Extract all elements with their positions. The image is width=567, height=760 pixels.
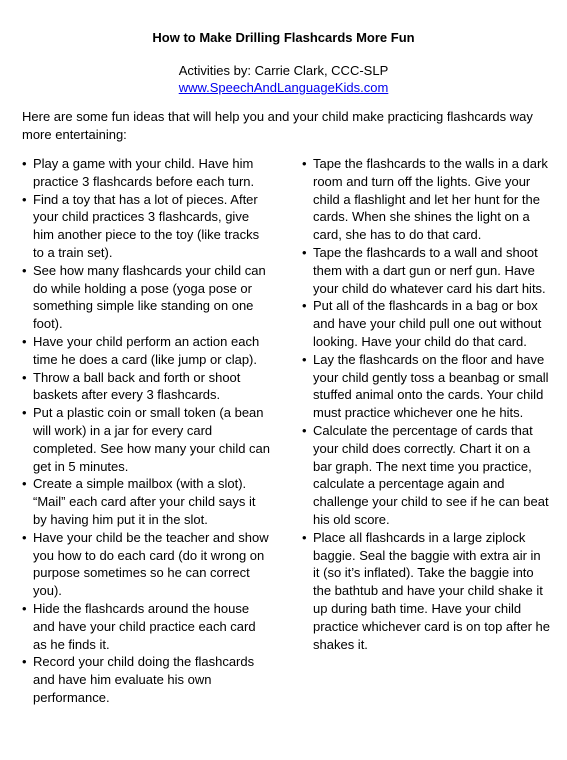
list-item [22,475,272,528]
bullet-icon: • [302,156,307,171]
bullet-icon: • [22,654,27,670]
bullet-icon: • [22,156,27,171]
list-item-text: Put all of the flashcards in a bag or box and have your child pull one out without looking. Have your child do that card. [313,298,542,349]
bullet-icon: • [302,529,307,545]
list-item [22,529,272,600]
list-item-text: See how many flashcards your child can do while holding a pose (yoga pose or something simple like standing on one foot). [33,262,266,332]
list-item [22,369,272,405]
list-item [302,244,550,297]
bullet-icon: • [22,369,27,385]
bullet-icon: • [22,476,27,492]
bullet-icon: • [302,298,307,314]
intro-paragraph: Here are some fun ideas that will help you and your child make practicing flashcards way more entertaining: [22,109,533,142]
list-item-text: Throw a ball back and forth or shoot baskets after every 3 flashcards. [33,369,241,403]
website-link[interactable]: www.SpeechAndLanguageKids.com [178,80,389,95]
bullet-icon: • [302,422,307,438]
author-byline: Activities by: Carrie Clark, CCC-SLP [178,63,389,78]
list-item [302,155,550,244]
bullet-icon: • [302,244,307,260]
list-item-text: Lay the flashcards on the floor and have your child gently toss a beanbag or small stuffed animal onto the cards. Your child must practice whichever one he hits. [313,351,549,421]
left-activity-list [22,155,272,707]
list-item-text: Have your child be the teacher and show you how to do each card (do it wrong on purpose sometimes so he can correct you). [33,529,269,599]
page-title: How to Make Drilling Flashcards More Fun [152,30,415,45]
list-item [302,422,550,529]
list-item-text: Find a toy that has a lot of pieces. After your child practices 3 flashcards, give him another piece to the toy (like tracks to a train set). [33,191,260,260]
list-item [22,262,272,333]
right-activity-list [302,155,550,653]
list-item-text: Calculate the percentage of cards that your child does correctly. Chart it on a bar graph. The next time you practice, calculate a percentage again and challenge your child to see if he can beat his old score. [313,422,549,527]
list-item-text: Create a simple mailbox (with a slot). “Mail” each card after your child says it by having him put it in the slot. [33,476,256,527]
bullet-icon: • [22,191,27,207]
list-item [302,297,550,350]
bullet-icon: • [22,405,27,421]
bullet-icon: • [22,262,27,278]
list-item [22,155,272,191]
list-item [22,191,272,262]
bullet-icon: • [302,351,307,367]
list-item-text: Play a game with your child. Have him practice 3 flashcards before each turn. [33,156,255,189]
bullet-icon: • [22,600,27,616]
website-link-row [0,79,567,96]
list-item-text: Tape the flashcards to a wall and shoot them with a dart gun or nerf gun. Have your child do whatever card his dart hits. [313,244,546,296]
list-item-text: Tape the flashcards to the walls in a dark room and turn off the lights. Give your child a flashlight and let her hunt for the cards. When she shines the light on a card, she has to do that card. [313,156,548,243]
list-item [22,653,272,706]
list-item-text: Hide the flashcards around the house and have your child practice each card as he finds it. [33,600,256,652]
list-item [22,600,272,653]
list-item [22,333,272,369]
list-item [22,404,272,475]
list-item [302,351,550,422]
list-item-text: Record your child doing the flashcards and have him evaluate his own performance. [33,654,255,705]
bullet-icon: • [22,333,27,349]
list-item-text: Have your child perform an action each time he does a card (like jump or clap). [33,333,260,367]
list-item [302,529,550,654]
list-item-text: Put a plastic coin or small token (a bean will work) in a jar for every card completed. See how many your child can get in 5 minutes. [33,405,271,474]
bullet-icon: • [22,529,27,545]
list-item-text: Place all flashcards in a large ziplock baggie. Seal the baggie with extra air in it (so it’s inflated). Take the baggie into the bathtub and have your child shake it up during bath time. Have your child practice whichever card is on top after he shakes it. [313,529,551,652]
